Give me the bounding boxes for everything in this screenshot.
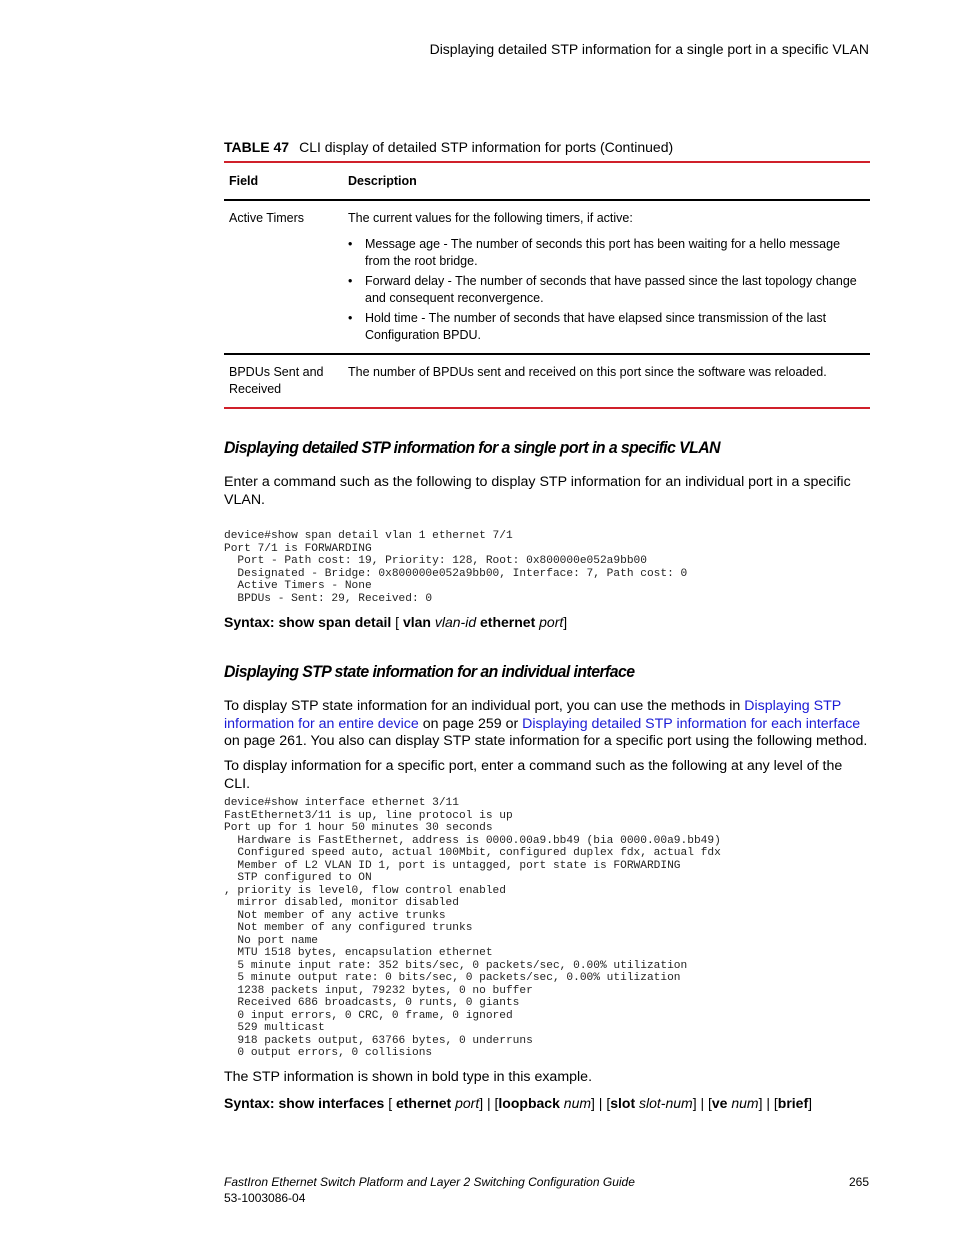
list-item: • Forward delay - The number of seconds that have passed since the last topology change and consequent reconvergence.: [348, 273, 868, 307]
list-item: • Hold time - The number of seconds that have elapsed since transmission of the last Configuration BPDU.: [348, 310, 868, 344]
section-intro: Enter a command such as the following to display STP information for an individual port in a specific VLAN.: [224, 474, 851, 508]
description-text: The current values for the following timers, if active:: [348, 211, 633, 225]
table-label: TABLE 47: [224, 139, 290, 155]
section-paragraph: To display information for a specific port, enter a command such as the following at any level of the CLI.: [224, 758, 843, 792]
list-item: • Message age - The number of seconds this port has been waiting for a hello message from the root bridge.: [348, 236, 868, 270]
timer-list: [348, 236, 868, 344]
syntax-line: Syntax: show span detail [ vlan vlan-id ethernet port]: [224, 614, 568, 630]
table-top-rule: [224, 161, 870, 163]
table-header-field: Field: [229, 174, 259, 188]
table-caption-text: CLI display of detailed STP information for ports (Continued): [299, 139, 674, 155]
table-caption: [224, 139, 673, 155]
footer-title: FastIron Ethernet Switch Platform and Layer 2 Switching Configuration Guide: [224, 1175, 635, 1189]
code-block: device#show interface ethernet 3/11 FastEthernet3/11 is up, line protocol is up Port up for 1 hour 50 minutes 30 seconds Hardware is FastEthernet, address is 0000.00a9.bb49 (bia 0000.00a9.bb49) Configured speed auto, actual 100Mbit, configured duplex fdx, actual fdx Member of L2 VLAN ID 1, port is untagged, port state is FORWARDING STP configured to ON , priority is level0, flow control enabled mirror disabled, monitor disabled Not member of any active trunks Not member of any configured trunks No port name MTU 1518 bytes, encapsulation ethernet 5 minute input rate: 352 bits/sec, 0 packets/sec, 0.00% utilization 5 minute output rate: 0 bits/sec, 0 packets/sec, 0.00% utilization 1238 packets input, 79232 bytes, 0 no buffer Received 686 broadcasts, 0 runts, 0 giants 0 input errors, 0 CRC, 0 frame, 0 ignored 529 multicast 918 packets output, 63766 bytes, 0 underruns 0 output errors, 0 collisions: [224, 797, 721, 1059]
page-number: 265: [848, 1175, 869, 1189]
table-row-rule: [224, 353, 870, 355]
section-heading: Displaying detailed STP information for a single port in a specific VLAN: [224, 438, 720, 457]
section-heading: Displaying STP state information for an individual interface: [224, 662, 635, 681]
table-bottom-rule: [224, 407, 870, 409]
running-header: Displaying detailed STP information for a single port in a specific VLAN: [429, 41, 869, 57]
table-header-rule: [224, 199, 870, 201]
note-text: The STP information is shown in bold type in this example.: [224, 1069, 593, 1085]
link-each-interface[interactable]: Displaying detailed STP information for each interface: [522, 715, 861, 732]
table-row-description: [348, 210, 868, 347]
footer-doc-id: 53-1003086-04: [224, 1191, 306, 1205]
syntax-line: Syntax: show interfaces [ ethernet port] | [loopback num] | [slot slot-num] | [ve num] | [brief]: [224, 1095, 813, 1111]
section-paragraph: To display STP state information for an individual port, you can use the methods in Displaying STP information for an entire device on page 259 or Displaying detailed STP information for each interface on page 261. You also can display STP state information for a specific port using the following method.: [224, 698, 868, 749]
table-header-description: Description: [348, 174, 417, 188]
table-row-description: The number of BPDUs sent and received on this port since the software was reloaded.: [348, 365, 827, 379]
code-block: device#show span detail vlan 1 ethernet 7/1 Port 7/1 is FORWARDING Port - Path cost: 19, Priority: 128, Root: 0x800000e052a9bb00 Designated - Bridge: 0x800000e052a9bb00, Interface: 7, Path cost: 0 Active Timers - None BPDUs - Sent: 29, Received: 0: [224, 530, 688, 605]
link-entire-device[interactable]: Displaying STP information for an entire device: [224, 698, 841, 732]
table-row-field: BPDUs Sent and Received: [229, 365, 324, 396]
table-row-field: Active Timers: [229, 211, 305, 225]
